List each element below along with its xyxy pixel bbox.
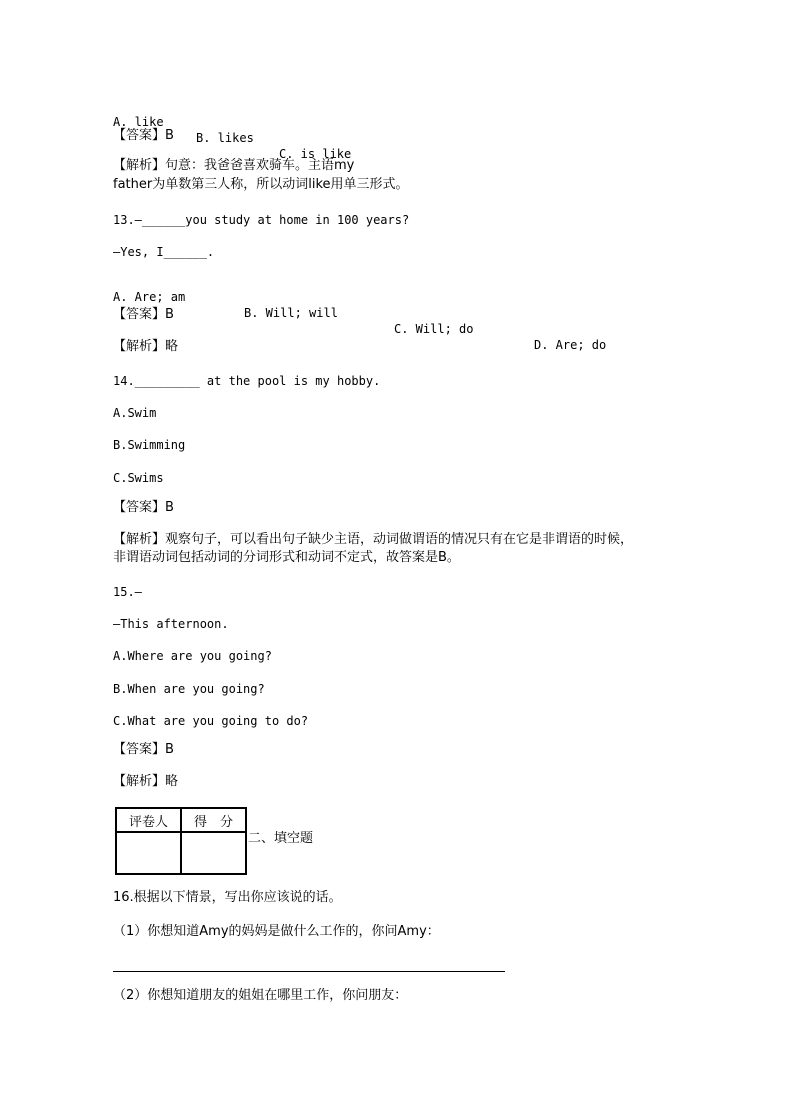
- q15-option-c: C.What are you going to do?: [113, 714, 309, 728]
- q13-answer: 【答案】B: [113, 307, 174, 322]
- option-d: D. Are; do: [534, 338, 607, 352]
- q13-analysis: 【解析】略: [113, 339, 179, 354]
- q14-analysis: 【解析】观察句子，可以看出句子缺少主语，动词做谓语的情况只有在它是非谓语的时候，: [113, 532, 634, 547]
- q14-question: 14._________ at the pool is my hobby.: [113, 374, 381, 388]
- score-cell: [181, 832, 246, 874]
- option-a: A. Are; am: [113, 290, 186, 304]
- q15-option-a: A.Where are you going?: [113, 649, 272, 663]
- answer-line: [113, 971, 505, 972]
- option-c: C. is like: [279, 147, 352, 161]
- option-c: C. Will; do: [394, 322, 474, 336]
- score-table: [115, 807, 247, 875]
- q15-reply: —This afternoon.: [113, 617, 229, 631]
- q12-answer: 【答案】B: [113, 128, 174, 143]
- q15-analysis: 【解析】略: [113, 774, 179, 789]
- section-title: 二、填空题: [248, 831, 314, 846]
- q13-reply: —Yes, I______.: [113, 245, 215, 259]
- q16-question: 16.根据以下情景，写出你应该说的话。: [113, 890, 342, 905]
- q12-analysis-cont: father为单数第三人称，所以动词like用单三形式。: [113, 177, 409, 192]
- q14-option-b: B.Swimming: [113, 438, 186, 452]
- q14-option-c: C.Swims: [113, 471, 164, 485]
- q12-analysis: 【解析】句意：我爸爸喜欢骑车。主语my: [113, 158, 355, 173]
- q16-part2: （2）你想知道朋友的姐姐在哪里工作，你问朋友：: [113, 988, 408, 1003]
- q15-question: 15.—: [113, 585, 142, 599]
- q12-options: [113, 98, 713, 162]
- q16-part1: （1）你想知道Amy的妈妈是做什么工作的，你问Amy：: [113, 924, 440, 939]
- q14-option-a: A.Swim: [113, 406, 157, 420]
- q15-answer: 【答案】B: [113, 742, 174, 757]
- grader-header: 评卷人: [116, 808, 181, 832]
- grader-cell: [116, 832, 181, 874]
- option-b: B. likes: [196, 131, 254, 145]
- q13-question: 13.—______you study at home in 100 years?: [113, 213, 410, 227]
- q14-analysis-cont: 非谓语动词包括动词的分词形式和动词不定式，故答案是B。: [113, 550, 460, 565]
- q13-options: [113, 273, 713, 353]
- option-a: A. like: [113, 115, 164, 129]
- q14-answer: 【答案】B: [113, 500, 174, 515]
- q15-option-b: B.When are you going?: [113, 682, 265, 696]
- option-b: B. Will; will: [244, 306, 338, 320]
- score-header: 得 分: [181, 808, 246, 832]
